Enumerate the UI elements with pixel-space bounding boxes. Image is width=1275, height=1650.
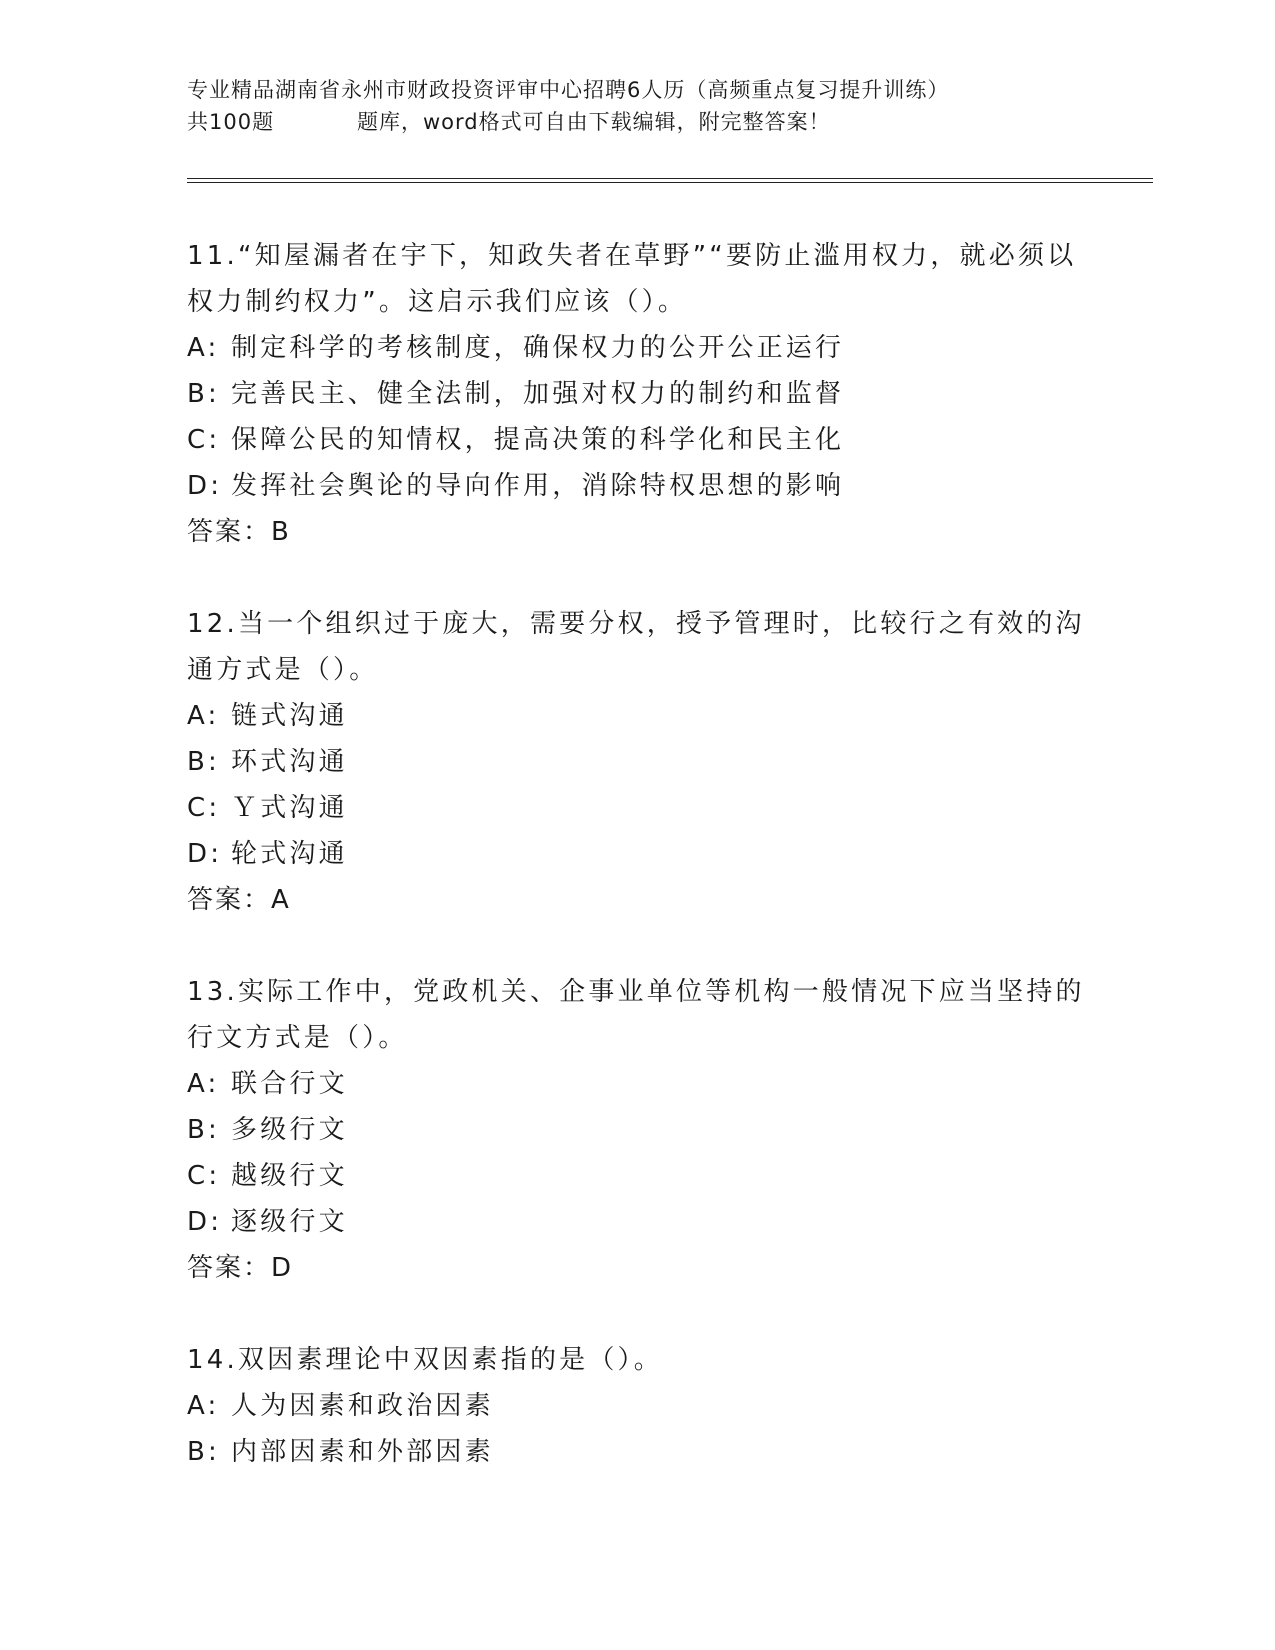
option-text: Ｙ式沟通 — [231, 793, 348, 823]
question-block — [187, 233, 1087, 555]
option-key: B: — [187, 747, 220, 777]
option-key: D: — [187, 839, 223, 869]
question-block — [187, 601, 1087, 923]
question-option — [187, 417, 1087, 463]
question-stem: 14.双因素理论中双因素指的是（）。 — [187, 1345, 663, 1375]
option-text: 制定科学的考核制度，确保权力的公开公正运行 — [231, 333, 845, 363]
option-key: C: — [187, 1161, 221, 1191]
option-text: 链式沟通 — [231, 701, 348, 731]
option-text: 逐级行文 — [231, 1207, 348, 1237]
option-key: D: — [187, 471, 223, 501]
document-header — [187, 74, 1127, 138]
option-key: A: — [187, 1391, 220, 1421]
option-key: A: — [187, 1069, 220, 1099]
question-option — [187, 371, 1087, 417]
question-option — [187, 831, 1087, 877]
option-text: 保障公民的知情权，提高决策的科学化和民主化 — [231, 425, 845, 455]
header-divider-top — [187, 178, 1153, 179]
option-text: 完善民主、健全法制，加强对权力的制约和监督 — [231, 379, 845, 409]
option-key: C: — [187, 425, 221, 455]
option-text: 人为因素和政治因素 — [231, 1391, 494, 1421]
question-option — [187, 1199, 1087, 1245]
option-text: 环式沟通 — [231, 747, 348, 777]
question-list — [187, 233, 1087, 1521]
option-key: D: — [187, 1207, 223, 1237]
header-subtitle — [187, 106, 1127, 138]
option-key: A: — [187, 333, 220, 363]
question-option — [187, 739, 1087, 785]
option-text: 多级行文 — [231, 1115, 348, 1145]
option-text: 联合行文 — [231, 1069, 348, 1099]
question-option — [187, 325, 1087, 371]
option-text: 内部因素和外部因素 — [231, 1437, 494, 1467]
answer-line: 答案：D — [187, 1253, 294, 1283]
question-count: 共100题 — [187, 110, 275, 134]
option-key: B: — [187, 1115, 220, 1145]
question-stem: 12.当一个组织过于庞大，需要分权，授予管理时，比较行之有效的沟通方式是（）。 — [187, 609, 1085, 685]
question-option — [187, 1153, 1087, 1199]
question-option — [187, 463, 1087, 509]
option-text: 越级行文 — [231, 1161, 348, 1191]
option-key: B: — [187, 1437, 220, 1467]
answer-line: 答案：B — [187, 517, 291, 547]
option-key: B: — [187, 379, 220, 409]
answer-line: 答案：A — [187, 885, 291, 915]
question-option — [187, 1061, 1087, 1107]
question-option — [187, 1107, 1087, 1153]
header-title: 专业精品湖南省永州市财政投资评审中心招聘6人历（高频重点复习提升训练） — [187, 78, 950, 102]
header-divider-bottom — [187, 182, 1153, 183]
option-key: C: — [187, 793, 221, 823]
question-option — [187, 693, 1087, 739]
question-option — [187, 1429, 1087, 1475]
header-description: 题库，word格式可自由下载编辑，附完整答案！ — [357, 110, 831, 134]
option-text: 发挥社会舆论的导向作用，消除特权思想的影响 — [231, 471, 845, 501]
question-option — [187, 1383, 1087, 1429]
option-text: 轮式沟通 — [231, 839, 348, 869]
question-stem: 11.“知屋漏者在宇下，知政失者在草野”“要防止滥用权力，就必须以权力制约权力”。这启示我们应该（）。 — [187, 241, 1077, 317]
question-option — [187, 785, 1087, 831]
question-block — [187, 1337, 1087, 1475]
option-key: A: — [187, 701, 220, 731]
question-block — [187, 969, 1087, 1291]
question-stem: 13.实际工作中，党政机关、企事业单位等机构一般情况下应当坚持的行文方式是（）。 — [187, 977, 1085, 1053]
